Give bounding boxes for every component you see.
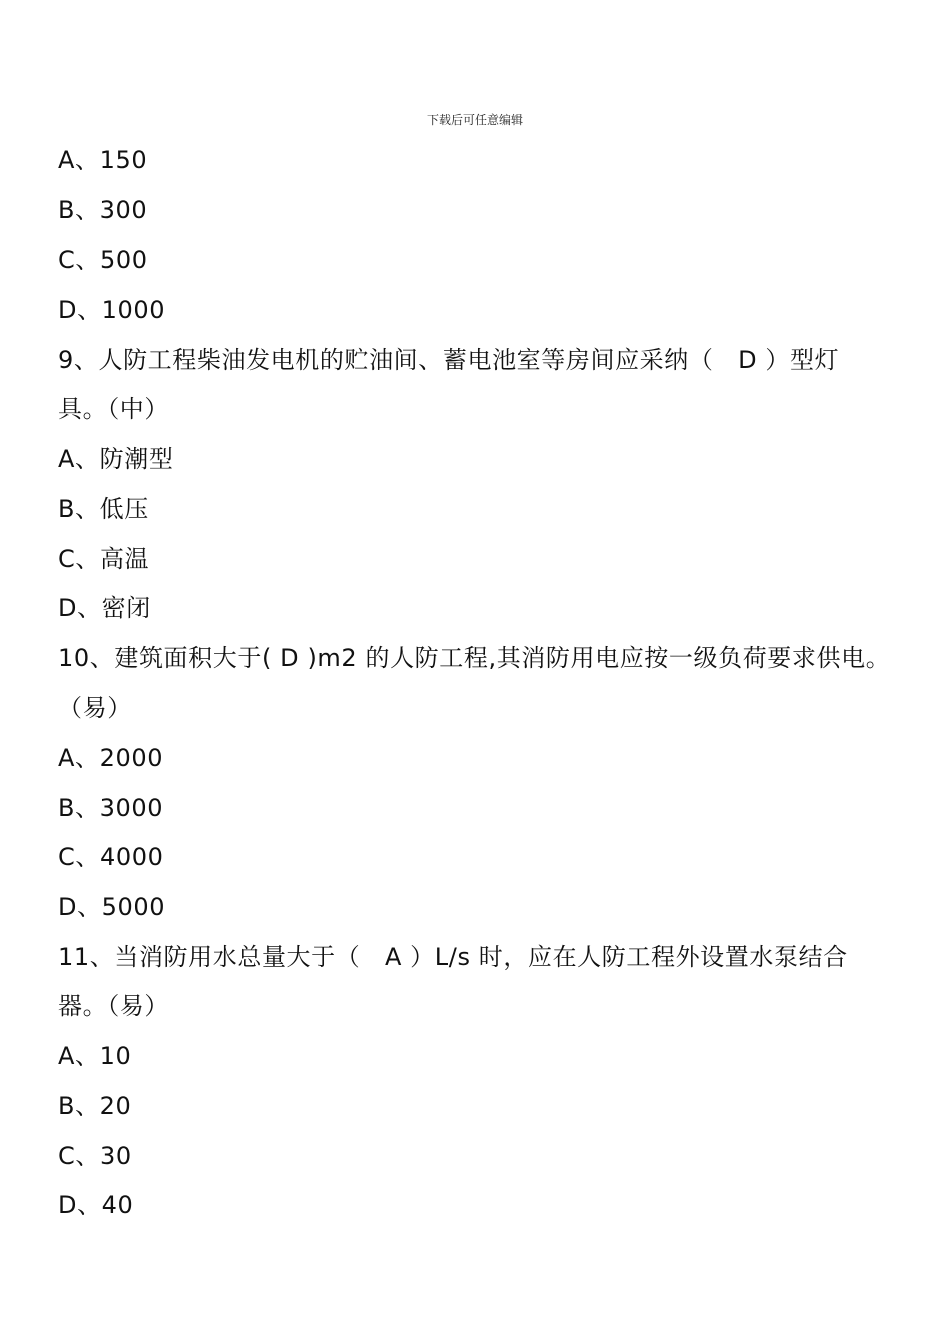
option-q9-c: C、高温 (58, 545, 150, 573)
option-q11-a: A、10 (58, 1042, 132, 1070)
page-header: 下载后可任意编辑 (426, 113, 523, 127)
question-9-text: 9、人防工程柴油发电机的贮油间、蓄电池室等房间应采纳（ D ）型灯 (58, 346, 840, 374)
question-11-text-cont: 器。（易） (58, 992, 169, 1020)
option-q10-a: A、2000 (58, 744, 164, 772)
option-q8-d: D、1000 (58, 296, 166, 324)
question-10-text-cont: （易） (58, 694, 132, 722)
option-q10-b: B、3000 (58, 794, 164, 822)
question-11-text: 11、当消防用水总量大于（ A ）L/s 时，应在人防工程外设置水泵结合 (58, 943, 848, 971)
option-q11-d: D、40 (58, 1191, 134, 1219)
option-q9-a: A、防潮型 (58, 445, 174, 473)
question-10-text: 10、建筑面积大于( D )m2 的人防工程,其消防用电应按一级负荷要求供电。 (58, 644, 891, 672)
option-q8-a: A、150 (58, 146, 148, 174)
question-9-text-cont: 具。（中） (58, 395, 169, 423)
option-q10-d: D、5000 (58, 893, 166, 921)
option-q9-d: D、密闭 (58, 594, 151, 622)
option-q9-b: B、低压 (58, 495, 149, 523)
option-q10-c: C、4000 (58, 843, 164, 871)
option-q8-b: B、300 (58, 196, 148, 224)
option-q11-b: B、20 (58, 1092, 132, 1120)
option-q8-c: C、500 (58, 246, 148, 274)
option-q11-c: C、30 (58, 1142, 132, 1170)
